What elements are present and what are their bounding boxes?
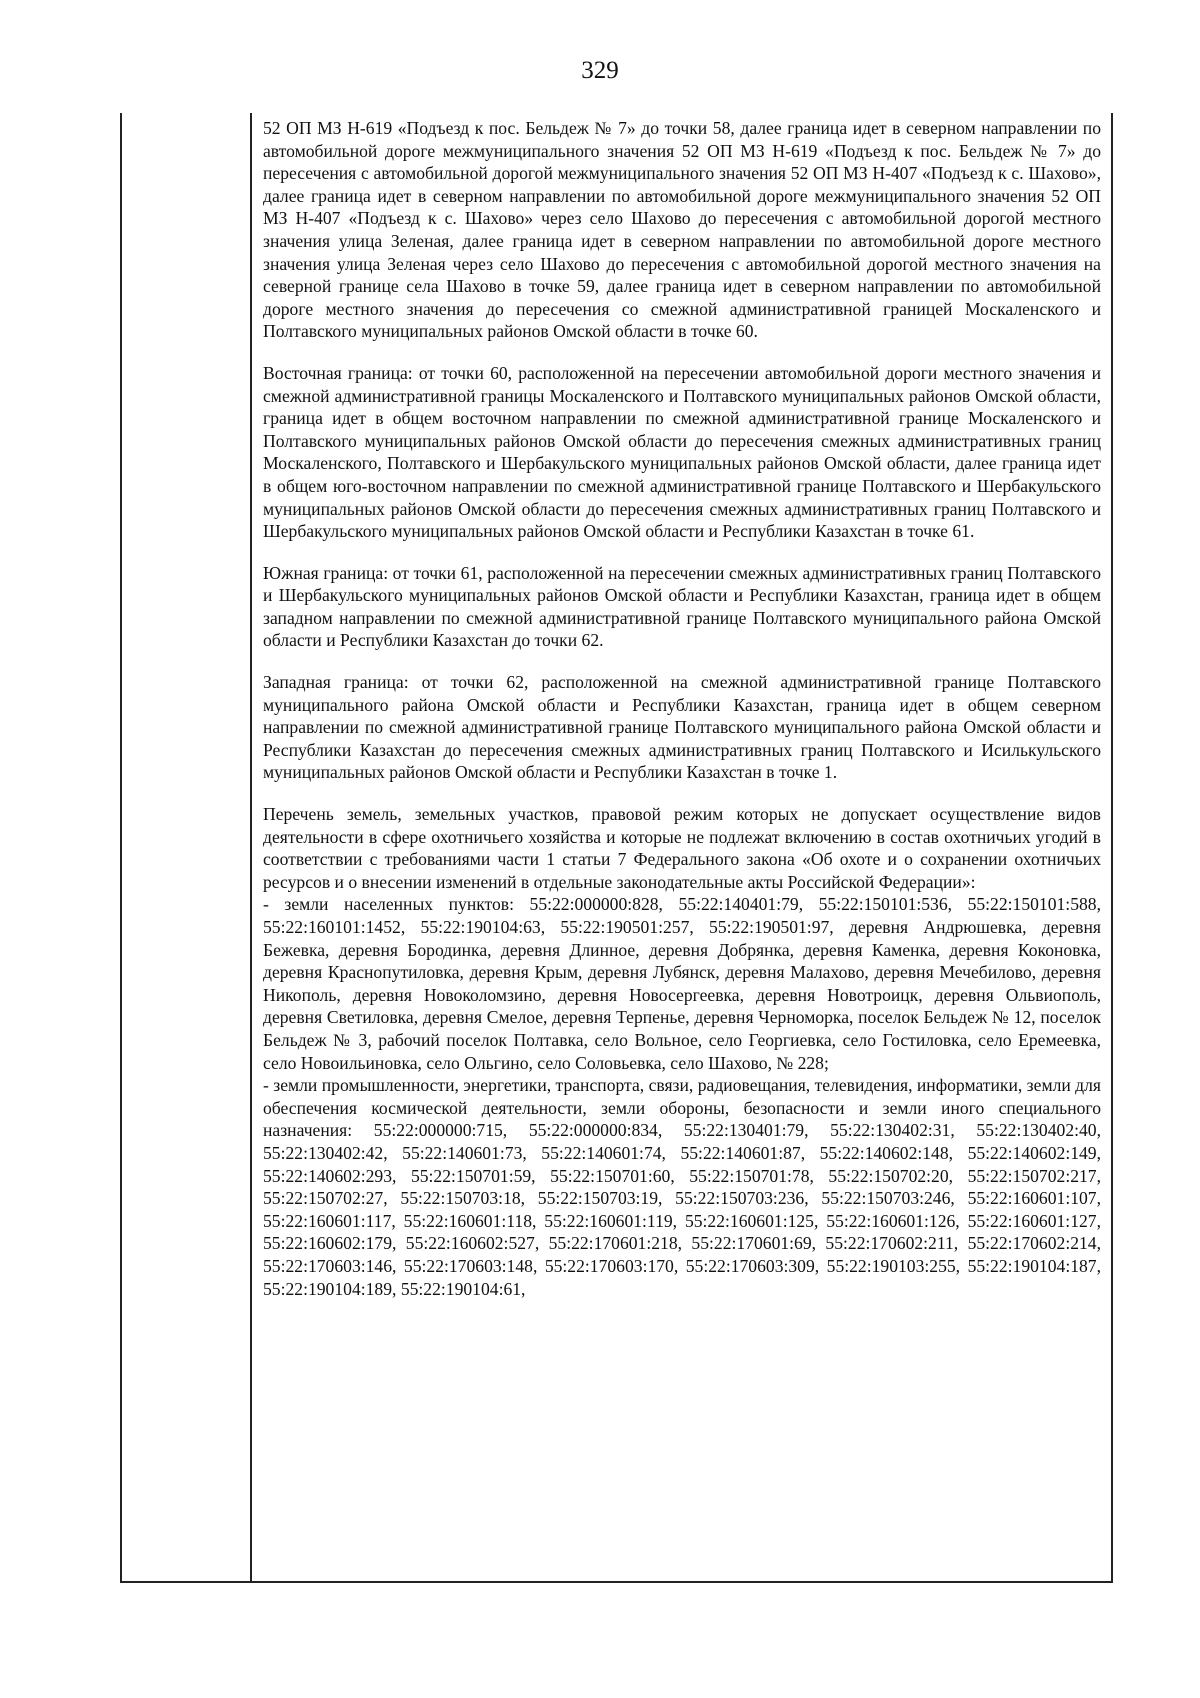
paragraph-northern-boundary-continued: 52 ОП МЗ Н-619 «Подъезд к пос. Бельдеж № 7» до точки 58, далее граница идет в северном направлении по автомобильной дороге межмуниципального значения 52 ОП МЗ Н-619 «Подъезд к пос. Бельдеж № 7» до пересечения с автомобильной дорогой межмуниципального значения 52 ОП МЗ Н-407 «Подъезд к с. Шахово», далее граница идет в северном направлении по автомобильной дороге межмуниципального значения 52 ОП МЗ Н-407 «Подъезд к с. Шахово» через село Шахово до пересечения с автомобильной дорогой местного значения улица Зеленая, далее граница идет в северном направлении по автомобильной дороге местного значения улица Зеленая через село Шахово до пересечения с автомобильной дорогой местного значения на северной границе села Шахово в точке 59, далее граница идет в северном направлении по автомобильной дороге местного значения до пересечения со смежной административной границей Москаленского и Полтавского муниципальных районов Омской области в точке 60. bbox=[263, 118, 1101, 342]
paragraph-special-purpose-lands: - земли промышленности, энергетики, транспорта, связи, радиовещания, телевидения, информатики, земли для обеспечения космической деятельности, земли обороны, безопасности и земли иного специального назначения: 55:22:000000:715, 55:22:000000:834, 55:22:130401:79, 55:22:130402:31, 55:22:130402:40, 55:22:130402:42, 55:22:140601:73, 55:22:140601:74, 55:22:140601:87, 55:22:140602:148, 55:22:140602:149, 55:22:140602:293, 55:22:150701:59, 55:22:150701:60, 55:22:150701:78, 55:22:150702:20, 55:22:150702:217, 55:22:150702:27, 55:22:150703:18, 55:22:150703:19, 55:22:150703:236, 55:22:150703:246, 55:22:160601:107, 55:22:160601:117, 55:22:160601:118, 55:22:160601:119, 55:22:160601:125, 55:22:160601:126, 55:22:160601:127, 55:22:160602:179, 55:22:160602:527, 55:22:170601:218, 55:22:170601:69, 55:22:170602:211, 55:22:170602:214, 55:22:170603:146, 55:22:170603:148, 55:22:170603:170, 55:22:170603:309, 55:22:190103:255, 55:22:190104:187, 55:22:190104:189, 55:22:190104:61, bbox=[263, 1075, 1101, 1299]
page-number: 329 bbox=[581, 57, 619, 84]
paragraph-eastern-boundary: Восточная граница: от точки 60, расположенной на пересечении автомобильной дороги местного значения и смежной административной границы Москаленского и Полтавского муниципальных районов Омской области, граница идет в общем восточном направлении по смежной административной границе Москаленского и Полтавского муниципальных районов Омской области до пересечения смежных административных границ Москаленского, Полтавского и Шербакульского муниципальных районов Омской области, далее граница идет в общем юго-восточном направлении по смежной административной границе Полтавского и Шербакульского муниципальных районов Омской области до пересечения смежных административных границ Полтавского и Шербакульского муниципальных районов Омской области и Республики Казахстан в точке 61. bbox=[263, 362, 1101, 542]
paragraph-excluded-lands-intro: Перечень земель, земельных участков, правовой режим которых не допускает осуществление видов деятельности в сфере охотничьего хозяйства и которые не подлежат включению в состав охотничьих угодий в соответствии с требованиями части 1 статьи 7 Федерального закона «Об охоте и о сохранении охотничьих ресурсов и о внесении изменений в отдельные законодательные акты Российской Федерации»: bbox=[263, 804, 1101, 892]
paragraph-southern-boundary: Южная граница: от точки 61, расположенной на пересечении смежных административных границ Полтавского и Шербакульского муниципальных районов Омской области и Республики Казахстан, граница идет в общем западном направлении по смежной административной границе Полтавского муниципального района Омской области и Республики Казахстан до точки 62. bbox=[263, 562, 1101, 651]
paragraph-western-boundary: Западная граница: от точки 62, расположенной на смежной административной границе Полтавского муниципального района Омской области и Республики Казахстан, граница идет в общем северном направлении по смежной административной границе Полтавского муниципального района Омской области и Республики Казахстан до пересечения смежных административных границ Полтавского и Исилькульского муниципальных районов Омской области и Республики Казахстан в точке 1. bbox=[263, 672, 1101, 783]
paragraph-settlement-lands: - земли населенных пунктов: 55:22:000000:828, 55:22:140401:79, 55:22:150101:536, 55:22:150101:588, 55:22:160101:1452, 55:22:190104:63, 55:22:190501:257, 55:22:190501:97, деревня Андрюшевка, деревня Бежевка, деревня Бородинка, деревня Длинное, деревня Добрянка, деревня Каменка, деревня Коконовка, деревня Краснопутиловка, деревня Крым, деревня Лубянск, деревня Малахово, деревня Мечебилово, деревня Никополь, деревня Новоколомзино, деревня Новосергеевка, деревня Новотроицк, деревня Ольвиополь, деревня Светиловка, деревня Смелое, деревня Терпенье, деревня Черноморка, поселок Бельдеж № 12, поселок Бельдеж № 3, рабочий поселок Полтавка, село Вольное, село Георгиевка, село Гостиловка, село Еремеевка, село Новоильиновка, село Ольгино, село Соловьевка, село Шахово, № 228; bbox=[263, 894, 1101, 1073]
table-right-border bbox=[1111, 113, 1113, 1583]
table-cell-content bbox=[263, 117, 1101, 1300]
column-divider bbox=[250, 113, 252, 1583]
